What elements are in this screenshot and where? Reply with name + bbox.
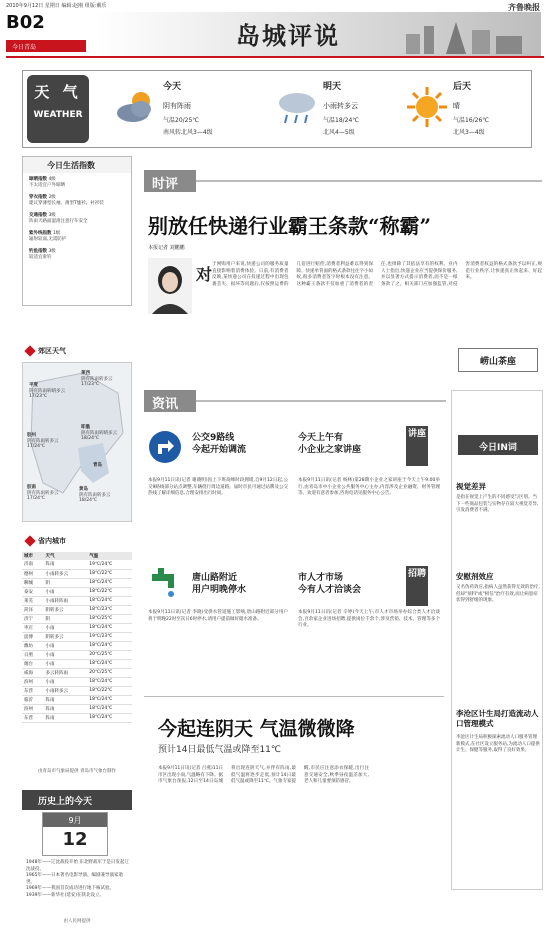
weather-badge-en: WEATHER bbox=[33, 110, 83, 120]
cell-weather: 小雨转多云 bbox=[43, 569, 87, 578]
skyline-illustration bbox=[396, 16, 536, 54]
cell-city: 莱芜 bbox=[22, 596, 43, 605]
in-word-title: 李沧区计生局打造流动人口管理模式 bbox=[456, 709, 539, 728]
cell-weather: 小雨 bbox=[43, 677, 87, 686]
dateline: 2010年9月12日 星期日 编辑:赵刚 组版:戴乐 齐鲁晚报 bbox=[6, 2, 540, 12]
cell-city: 日照 bbox=[22, 650, 43, 659]
map-label-qingdao: 青岛 bbox=[93, 463, 102, 468]
cell-weather: 小雨 bbox=[43, 650, 87, 659]
cell-city: 滨州 bbox=[22, 677, 43, 686]
life-index-item: 交通指数 3级 阵雨天路面湿滑注意行车安全 bbox=[29, 213, 88, 224]
tea-ad: 崂山茶座 bbox=[458, 348, 538, 372]
news-body: 本报9月11日讯(记者 杨林)第28期小企业之家讲座于今天上午9:00举行,由青岛市中小企业公共服务中心主办,内容涉及企业融资、财务管理等。欢迎有意者参加,咨询电话见服务中心公告。 bbox=[298, 478, 440, 496]
cell-temp: 18℃/24℃ bbox=[87, 659, 132, 668]
cell-temp: 18℃/25℃ bbox=[87, 614, 132, 623]
cell-weather: 阵雨 bbox=[43, 695, 87, 704]
map-label-pingdu: 平度 阴有阵雨转晴多云 17/23℃ bbox=[29, 383, 65, 399]
news-headline: 今天上午有 小企业之家讲座 bbox=[298, 433, 362, 455]
news-headline: 公交9路线 今起开始调流 bbox=[192, 433, 247, 455]
news-headline: 唐山路附近 用户明晚停水 bbox=[192, 573, 247, 595]
page-tag: 今日青岛 bbox=[6, 40, 86, 52]
history-source: 由人民网提供 bbox=[63, 919, 91, 924]
forecast-day: 后天 bbox=[453, 82, 472, 92]
table-row bbox=[22, 668, 132, 677]
commentary-headline: 别放任快递行业霸王条款“称霸” bbox=[148, 214, 432, 238]
history-title: 历史上的今天 bbox=[22, 790, 132, 810]
cell-temp: 18℃/24℃ bbox=[87, 677, 132, 686]
col-temp: 气温 bbox=[87, 552, 132, 560]
page-number: B02 bbox=[6, 12, 45, 33]
cell-city: 菏泽 bbox=[22, 605, 43, 614]
col-weather: 天气 bbox=[43, 552, 87, 560]
divider bbox=[196, 400, 446, 402]
author-photo bbox=[148, 258, 192, 314]
table-row bbox=[22, 686, 132, 695]
history-item: 1969年——我国首次成功进行地下核试验。 bbox=[26, 886, 114, 891]
in-word-body: 李沧区计生局积极探索流动人口服务管理新模式,在社区设立服务站,为流动人口提供计生、保健等服务,取得了良好效果。 bbox=[456, 735, 540, 753]
cell-temp: 18℃/24℃ bbox=[87, 641, 132, 650]
life-index-item: 穿衣指数 2级 建议穿薄型长袖、薄型T恤衫、衬衫装 bbox=[29, 195, 104, 206]
forecast-wind: 南风转北风3—4级 bbox=[163, 129, 213, 136]
table-header-row bbox=[22, 552, 132, 560]
table-row bbox=[22, 569, 132, 578]
forecast-today bbox=[113, 77, 253, 143]
dropcap: 对 bbox=[196, 265, 213, 284]
cell-city: 济南 bbox=[22, 560, 43, 569]
cell-weather: 阴转多云 bbox=[43, 632, 87, 641]
cell-temp: 19℃/23℃ bbox=[87, 632, 132, 641]
cell-temp: 18℃/22℃ bbox=[87, 569, 132, 578]
table-row bbox=[22, 587, 132, 596]
suburb-weather-title: 郊区天气 bbox=[22, 346, 66, 356]
table-row bbox=[22, 650, 132, 659]
life-index-list bbox=[29, 177, 129, 261]
province-title: 省内城市 bbox=[22, 536, 66, 546]
cell-city: 滨州 bbox=[22, 704, 43, 713]
table-row bbox=[22, 623, 132, 632]
forecast-cond: 晴 bbox=[453, 102, 460, 110]
cell-city: 淄博 bbox=[22, 632, 43, 641]
forecast-wind: 北风3—4级 bbox=[453, 129, 485, 136]
cell-weather: 小雨 bbox=[43, 587, 87, 596]
history-date bbox=[42, 812, 108, 856]
weather-badge bbox=[27, 75, 89, 143]
in-word-title: 安慰剂效应 bbox=[456, 572, 494, 581]
table-row bbox=[22, 596, 132, 605]
cell-city: 泰安 bbox=[22, 587, 43, 596]
table-row bbox=[22, 641, 132, 650]
portrait-image bbox=[148, 258, 192, 314]
history-day: 12 bbox=[62, 829, 88, 850]
faucet-icon bbox=[148, 566, 182, 600]
cell-city: 烟台 bbox=[22, 659, 43, 668]
cell-weather: 小雨转多云 bbox=[43, 686, 87, 695]
paper-name: 齐鲁晚报 bbox=[508, 2, 540, 12]
table-row bbox=[22, 632, 132, 641]
bottom-headline: 今起连阴天 气温微微降 bbox=[158, 718, 355, 740]
cell-weather: 小雨 bbox=[43, 623, 87, 632]
in-word-body: 又名伪药效应,指病人虽然获得无效的治疗,但却"预料"或"相信"治疗有效,而让病患症状得到舒缓的现象。 bbox=[456, 585, 540, 603]
life-index-item: 紫外线指数 1级 辐射较弱,无需防护 bbox=[29, 231, 67, 242]
table-row bbox=[22, 578, 132, 587]
news-body: 本报9月11日讯(记者 李晓)受供水管道施工影响,唐山路附近部分用户将于明晚22时至次日6时停水,请用户提前做好储水准备。 bbox=[148, 610, 288, 622]
in-word-head: 今日IN词 bbox=[458, 435, 538, 455]
cell-weather: 阵雨 bbox=[43, 713, 87, 722]
suburb-weather-map bbox=[22, 362, 132, 522]
table-row bbox=[22, 614, 132, 623]
commentary-tab: 时评 bbox=[144, 170, 196, 192]
life-index-title: 今日生活指数 bbox=[23, 157, 131, 173]
section-title: 岛城评说 bbox=[236, 21, 340, 50]
cell-city: 威海 bbox=[22, 668, 43, 677]
history-item: 1965年——日本著名电影导演、编剧兼导演家逝世。 bbox=[26, 873, 123, 885]
bottom-body: 本报9月11日讯(记者 吕燕)11日市区出现小雨,气温略有下降。据市气象台预报,12日至14日岛城将出现连阴天气,并伴有阵雨,最低气温将逐步走低,预计14日最低气温或降至11℃。气象专家提醒,市民应注意添衣保暖,出行注意交通安全,秋季昼夜温差加大,老人和儿童要预防感冒。 bbox=[158, 766, 369, 784]
forecast-day-after bbox=[403, 77, 543, 143]
cell-city: 聊城 bbox=[22, 578, 43, 587]
bottom-subhead: 预计14日最低气温或降至11℃ bbox=[158, 745, 282, 755]
table-row bbox=[22, 704, 132, 713]
forecast-cond: 阴有阵雨 bbox=[163, 102, 191, 110]
cell-temp: 18℃/22℃ bbox=[87, 686, 132, 695]
cell-temp: 20℃/25℃ bbox=[87, 650, 132, 659]
cell-temp: 18℃/23℃ bbox=[87, 605, 132, 614]
history-month: 9月 bbox=[43, 813, 107, 827]
life-index-item: 晾晒指数 4级 不太适宜户外晾晒 bbox=[29, 177, 65, 188]
map-label-jimo: 即墨 阴有阵雨转晴多云 18/24℃ bbox=[81, 425, 117, 441]
news-body: 本报9月11日讯(记者 谢晓明)因上下班高峰时段拥堵,自9月12日起,公交9路线部分站点调整,车辆绕行周边道路。届时市民可通过站牌及公交热线了解详细信息,合理安排出行时间。 bbox=[148, 478, 288, 496]
cell-temp: 18℃/24℃ bbox=[87, 578, 132, 587]
news-tab: 资讯 bbox=[144, 390, 196, 412]
masthead bbox=[6, 12, 544, 56]
history-list bbox=[26, 860, 130, 899]
map-label-huangdao: 黄岛 阴有阵雨转多云 18/24℃ bbox=[79, 487, 111, 503]
forecast-temp: 气温20/25℃ bbox=[163, 117, 200, 124]
cell-weather: 阴 bbox=[43, 614, 87, 623]
commentary-body: 于网购用户来说,快递公司的服务质量直接影响着消费体验。日前,有消费者反映,某快递公司在投递过程中出现包裹丢失、损坏等问题后,仅按照运费的几倍进行赔偿,消费者利益难以得到保障。快递单背面的格式条款往往字小如蚁,很多消费者签字时根本没有注意。这种霸王条款不仅加重了消费者的责任,也排除了其依法享有的权利。业内人士指出,快递企业应当提供保价服务,并以显著方式提示消费者,而不是一纸条款了之。相关部门应加强监管,对侵害消费者权益的格式条款予以纠正,规范行业秩序,让快递真正快起来、好起来。 bbox=[212, 262, 542, 287]
cell-temp: 18℃/24℃ bbox=[87, 695, 132, 704]
sun-icon bbox=[405, 85, 449, 129]
cell-city: 济宁 bbox=[22, 614, 43, 623]
cell-temp: 18℃/24℃ bbox=[87, 623, 132, 632]
cell-temp: 20℃/25℃ bbox=[87, 668, 132, 677]
history-item: 1939年——新华社(延安)在陕北设立。 bbox=[26, 892, 104, 898]
forecast-day: 今天 bbox=[163, 82, 182, 92]
province-city-table bbox=[22, 552, 132, 723]
cell-city: 潍坊 bbox=[22, 641, 43, 650]
forecast-wind: 北风4—5级 bbox=[323, 129, 355, 136]
forecast-cond: 小雨转多云 bbox=[323, 102, 358, 110]
rain-cloud-icon bbox=[275, 85, 319, 129]
cell-city: 东营 bbox=[22, 686, 43, 695]
table-row bbox=[22, 695, 132, 704]
cell-city: 东营 bbox=[22, 713, 43, 722]
cell-weather: 阴转多云 bbox=[43, 605, 87, 614]
cell-temp: 18℃/24℃ bbox=[87, 704, 132, 713]
forecast-tomorrow bbox=[273, 77, 413, 143]
history-item: 1948年——辽沈战役开始 东北野战军于是日发起辽沈战役。 bbox=[26, 860, 129, 872]
col-city: 城市 bbox=[22, 552, 43, 560]
in-word-body: 是指在视觉上产生的不同感受与区别。当下一些商品包装与实物存在较大视觉差异,引发消费者不满。 bbox=[456, 495, 539, 513]
in-word-title: 视觉差异 bbox=[456, 482, 486, 491]
weather-forecast bbox=[22, 70, 532, 148]
cell-temp: 18℃/24℃ bbox=[87, 713, 132, 722]
news-body: 本报9月11日讯(记者 辛婷)今天上午,市人才市场举办综合类人才洽谈会,百余家企业进场招聘,提供岗位千余个,涉及营销、技术、管理等多个行业。 bbox=[298, 610, 440, 628]
life-index-box bbox=[22, 156, 132, 306]
forecast-temp: 气温16/26℃ bbox=[453, 117, 490, 124]
forecast-temp: 气温18/24℃ bbox=[323, 117, 360, 124]
cell-weather: 阵雨 bbox=[43, 704, 87, 713]
province-credit: 由青岛市气象局提供 青岛市气象台制作 bbox=[38, 769, 116, 774]
cell-temp: 19℃/24℃ bbox=[87, 560, 132, 569]
divider bbox=[144, 696, 444, 697]
cloudy-sun-icon bbox=[115, 85, 159, 129]
commentary-byline: 本报记者 刘鹏鹏 bbox=[148, 245, 185, 251]
tag-recruit: 招聘 bbox=[406, 566, 428, 606]
cell-weather: 小雨转阵雨 bbox=[43, 596, 87, 605]
table-row bbox=[22, 677, 132, 686]
detour-sign-icon bbox=[148, 430, 182, 464]
cell-temp: 18℃/24℃ bbox=[87, 596, 132, 605]
forecast-day: 明天 bbox=[323, 82, 342, 92]
tag-lecture: 讲座 bbox=[406, 426, 428, 466]
table-row bbox=[22, 713, 132, 722]
section-banner bbox=[96, 12, 541, 56]
table-row bbox=[22, 659, 132, 668]
map-label-laixi: 莱西 阴有阵雨转多云 17/23℃ bbox=[81, 371, 113, 387]
table-row bbox=[22, 560, 132, 569]
cell-city: 德州 bbox=[22, 569, 43, 578]
cell-temp: 18℃/22℃ bbox=[87, 587, 132, 596]
map-label-jiaozhou: 胶州 阴有阵雨转多云 17/24℃ bbox=[27, 433, 59, 449]
right-column bbox=[451, 390, 543, 890]
weather-badge-zh: 天 气 bbox=[34, 83, 82, 101]
news-headline: 市人才市场 今有人才洽谈会 bbox=[298, 573, 362, 595]
cell-weather: 小雨 bbox=[43, 641, 87, 650]
cell-weather: 阵雨 bbox=[43, 560, 87, 569]
cell-weather: 阴 bbox=[43, 578, 87, 587]
map-label-jiaonan: 胶南 阴有阵雨转多云 17/24℃ bbox=[27, 485, 59, 501]
cell-weather: 多云转阵雨 bbox=[43, 668, 87, 677]
cell-weather: 小雨 bbox=[43, 659, 87, 668]
header-rule bbox=[6, 56, 544, 58]
cell-city: 枣庄 bbox=[22, 623, 43, 632]
cell-city: 临沂 bbox=[22, 695, 43, 704]
table-row bbox=[22, 605, 132, 614]
divider bbox=[196, 180, 542, 182]
life-index-item: 钓鱼指数 3级 较适宜垂钓 bbox=[29, 249, 56, 260]
